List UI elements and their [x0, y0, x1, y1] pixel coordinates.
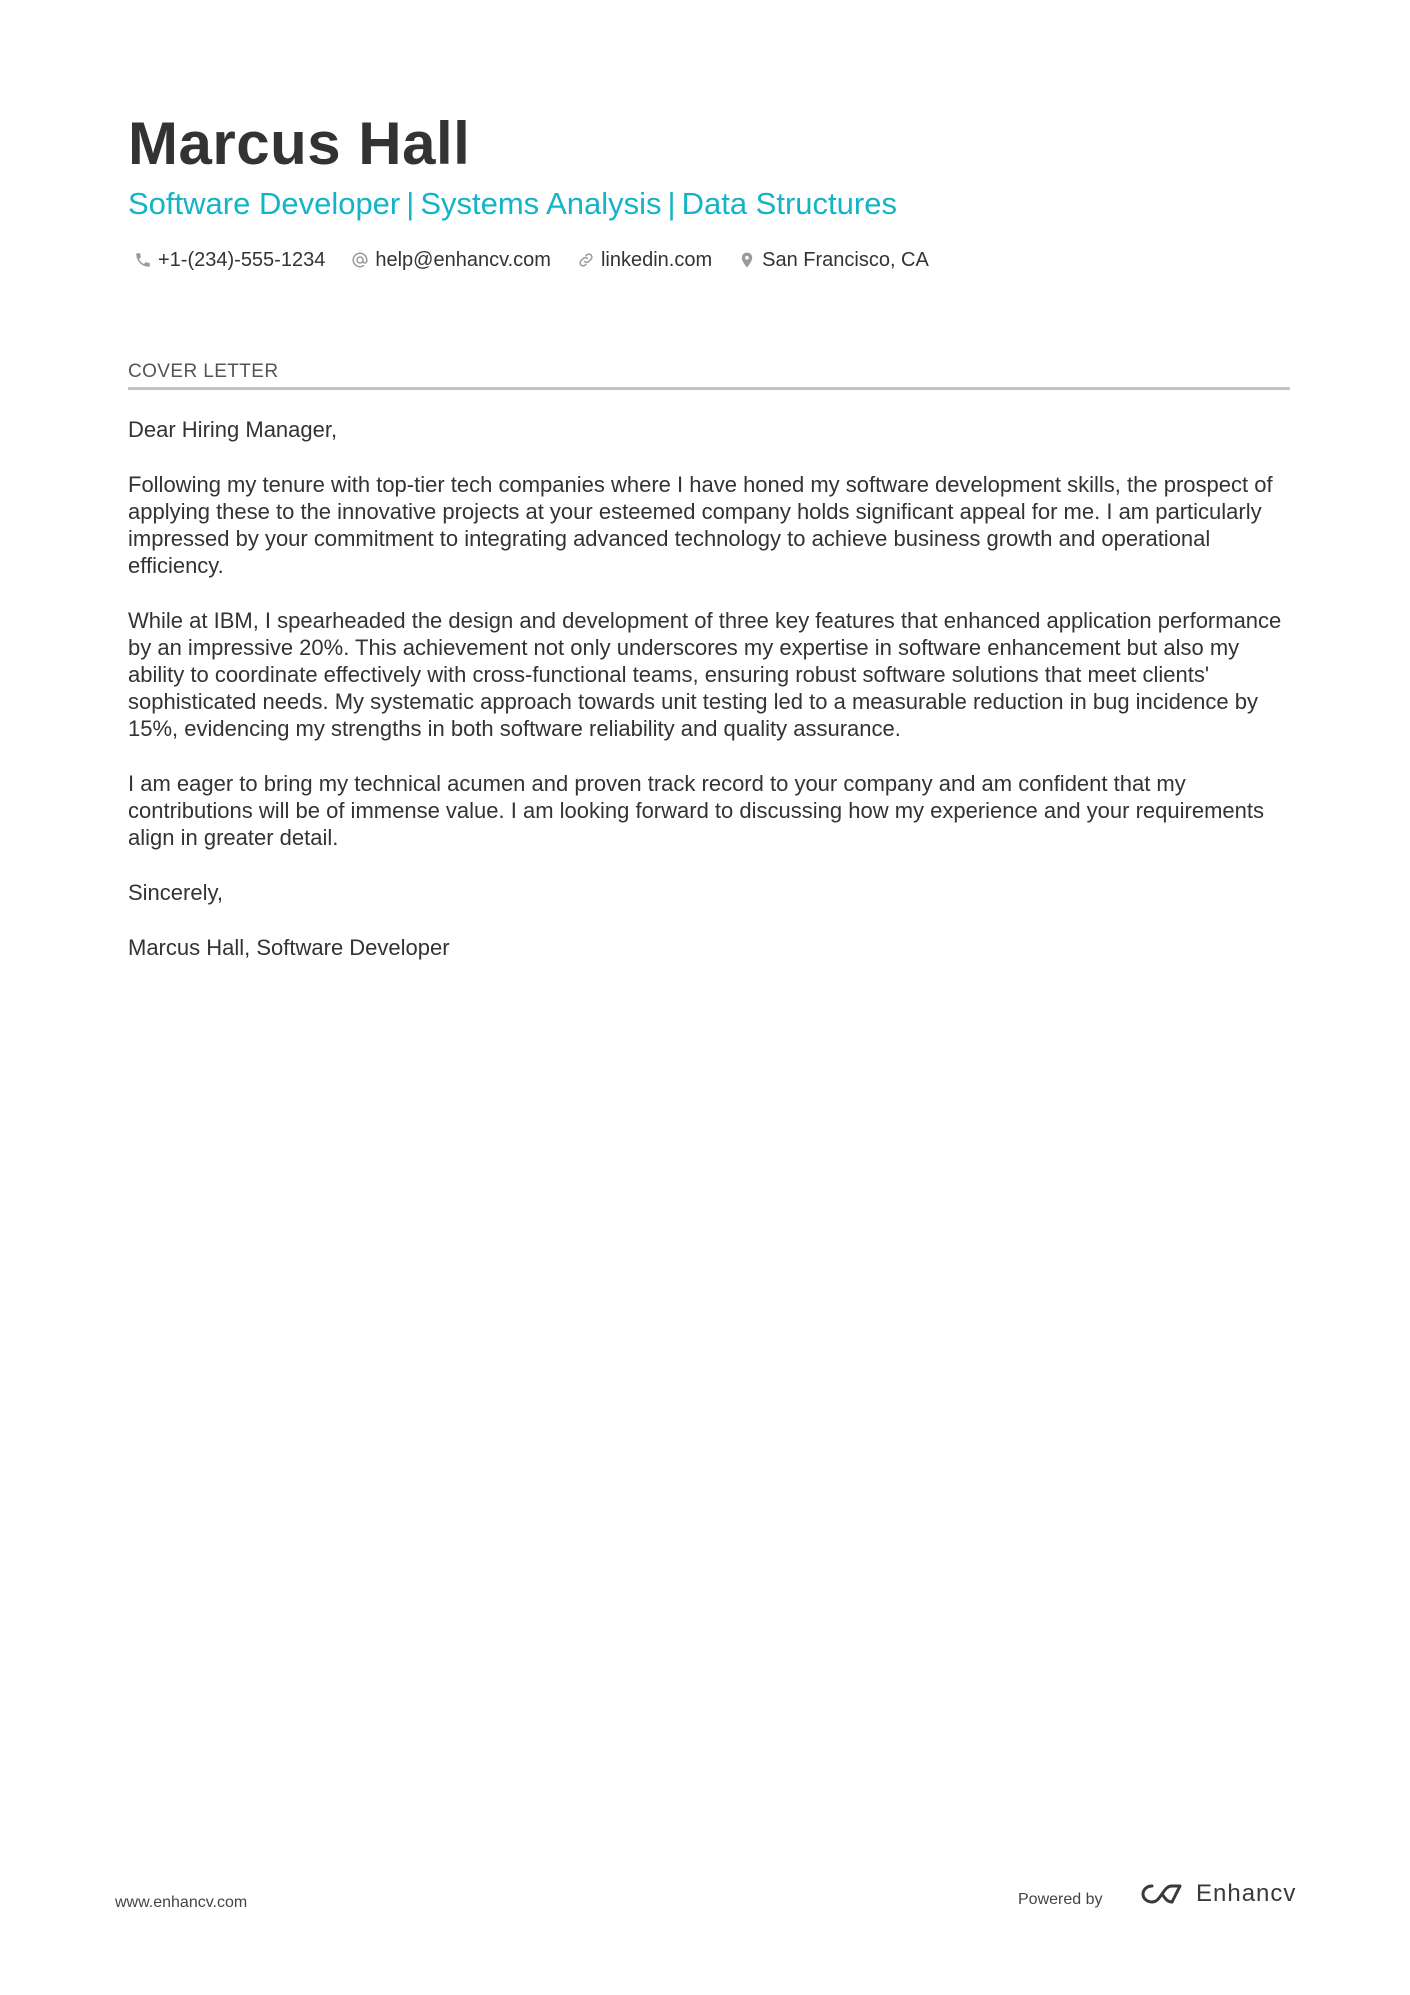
link-icon [577, 251, 595, 269]
letter-salutation: Dear Hiring Manager, [128, 417, 338, 442]
headline-role: Software Developer [128, 186, 401, 221]
letter-paragraph: While at IBM, I spearheaded the design and development of three key features that enhanced application performance by an impressive 20%. This achievement not only underscores my expertise in software enhancement but also my ability to coordinate effectively with cross-functional teams, ensuring robust software solutions that meet clients' sophisticated needs. My systematic approach towards unit testing led to a measurable reduction in bug incidence by 15%, evidencing my strengths in both software reliability and quality assurance. [128, 608, 1282, 741]
contact-email-text: help@enhancv.com [375, 248, 551, 271]
letter-body [128, 416, 1298, 989]
location-pin-icon [738, 251, 756, 269]
headline-separator: | [667, 186, 676, 221]
brand-name: Enhancv [1196, 1880, 1297, 1907]
letter-signature: Marcus Hall, Software Developer [128, 935, 450, 960]
candidate-name: Marcus Hall [128, 110, 471, 177]
contact-location-text: San Francisco, CA [762, 248, 929, 271]
letter-closing: Sincerely, [128, 880, 223, 905]
enhancv-logo-icon [1138, 1880, 1186, 1908]
headline-separator: | [406, 186, 415, 221]
contact-linkedin-text: linkedin.com [600, 248, 713, 271]
section-title: COVER LETTER [128, 360, 1290, 390]
footer-url[interactable]: www.enhancv.com [115, 1894, 248, 1911]
contact-location [738, 249, 929, 272]
headline [128, 184, 897, 224]
contact-bar [134, 246, 955, 274]
letter-paragraph: I am eager to bring my technical acumen and proven track record to your company and am confident that my contributions will be of immense value. I am looking forward to discussing how my experience and your requirements align in greater detail. [128, 771, 1264, 850]
contact-linkedin[interactable] [577, 249, 712, 272]
contact-phone[interactable] [134, 249, 325, 272]
phone-icon [134, 251, 152, 269]
headline-skill-2: Data Structures [681, 186, 897, 221]
at-icon [351, 251, 369, 269]
powered-by-label: Powered by [1018, 1891, 1103, 1908]
contact-email[interactable] [351, 249, 551, 272]
headline-skill-1: Systems Analysis [420, 186, 662, 221]
letter-paragraph: Following my tenure with top-tier tech companies where I have honed my software development skills, the prospect of applying these to the innovative projects at your esteemed company holds significant appeal for me. I am particularly impressed by your commitment to integrating advanced technology to achieve business growth and operational efficiency. [128, 472, 1273, 578]
brand-logo[interactable] [1138, 1880, 1296, 1908]
contact-phone-text: +1-(234)-555-1234 [158, 248, 326, 271]
